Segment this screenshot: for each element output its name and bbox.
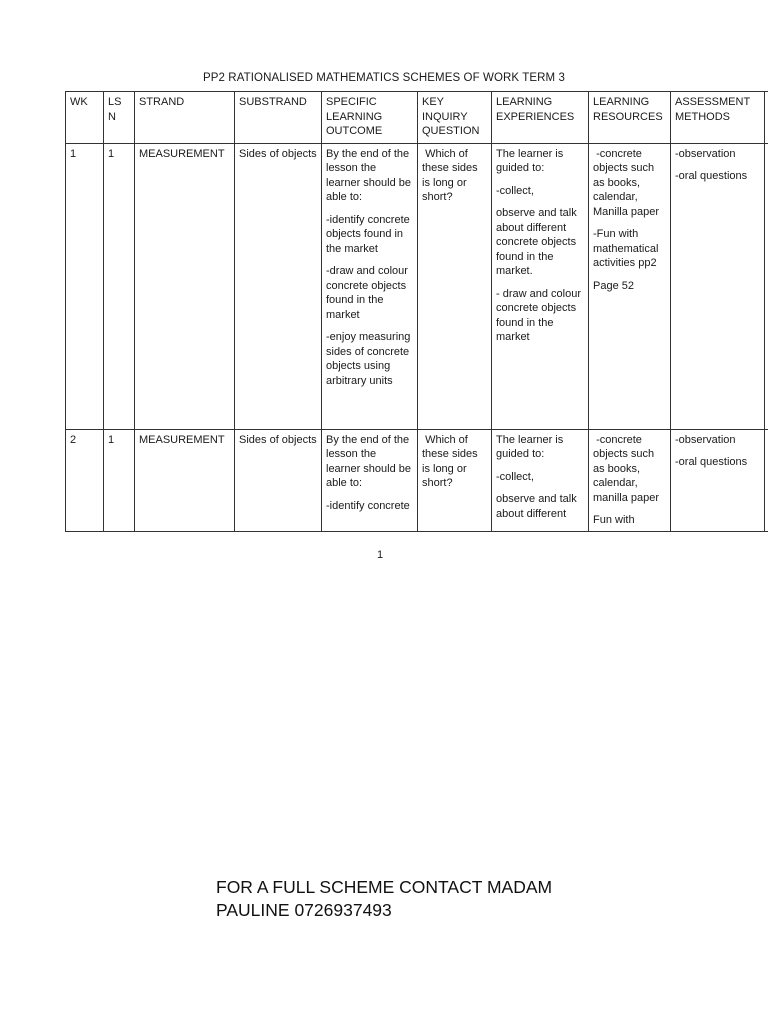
table-header-row [66,92,768,144]
outcome-line: -identify concrete objects found in the market [326,213,410,255]
outcome-line: By the end of the lesson the learner should be able to: [326,147,412,203]
experience-line: observe and talk about different [496,493,577,520]
cell-wk: 2 [66,429,104,531]
header-substrand: SUBSTRAND [235,92,322,144]
assessment-line: -observation [675,147,736,160]
cell-question [418,429,492,531]
header-extra [765,92,768,144]
outcome-line: By the end of the lesson the learner should be able to: [326,433,412,489]
cell-resources [589,143,671,429]
experience-line: - draw and colour concrete objects found in the market [496,287,581,343]
cell-substrand: Sides of objects [235,429,322,531]
outcome-line: -draw and colour concrete objects found in the market [326,265,408,321]
cell-lsn: 1 [104,429,135,531]
resource-line: Fun with [593,514,635,525]
cell-outcome [322,429,418,531]
assessment-line: -oral questions [675,170,748,182]
experience-line: -collect, [496,184,534,197]
header-strand: STRAND [135,92,235,144]
header-experiences: LEARNING EXPERIENCES [492,92,589,144]
experience-line: -collect, [496,470,534,483]
scheme-of-work-table [65,91,768,532]
experience-line: The learner is guided to: [496,147,564,174]
resource-line: -concrete objects such as books, calendar, manilla paper [593,433,660,504]
cell-extra [765,143,768,429]
cell-strand: MEASUREMENT [135,429,235,531]
cell-lsn: 1 [104,143,135,429]
header-outcome: SPECIFIC LEARNING OUTCOME [322,92,418,144]
cell-strand: MEASUREMENT [135,143,235,429]
contact-line: PAULINE 0726937493 [216,900,392,920]
cell-question [418,143,492,429]
cell-assessment [671,429,765,531]
cell-resources [589,429,671,531]
cell-assessment [671,143,765,429]
page-number: 1 [376,549,384,561]
header-assessment: ASSESSMENT METHODS [671,92,765,144]
cell-outcome [322,143,418,429]
cell-wk: 1 [66,143,104,429]
outcome-line: -enjoy measuring sides of concrete objects using arbitrary units [326,331,411,387]
outcome-line: -identify concrete [326,499,410,512]
contact-notice [216,876,552,922]
contact-line: FOR A FULL SCHEME CONTACT MADAM [216,877,553,897]
document-title: PP2 RATIONALISED MATHEMATICS SCHEMES OF WORK TERM 3 [202,72,566,84]
header-question: KEY INQUIRY QUESTION [418,92,492,144]
header-wk: WK [66,92,104,144]
cell-substrand: Sides of objects [235,143,322,429]
experience-line: observe and talk about different concrete objects found in the market. [496,207,577,277]
resource-line: -Fun with mathematical activities pp2 [593,228,665,269]
resource-line: Page 52 [593,279,634,292]
resource-line: -concrete objects such as books, calendar, Manilla paper [593,147,660,218]
assessment-line: -observation [675,433,736,446]
table-row [66,429,768,531]
assessment-line: -oral questions [675,456,748,468]
header-lsn: LS N [104,92,135,144]
table-row [66,143,768,429]
header-resources: LEARNING RESOURCES [589,92,671,144]
cell-experiences [492,429,589,531]
question-line: Which of these sides is long or short? [422,433,481,489]
experience-line: The learner is guided to: [496,433,564,460]
cell-experiences [492,143,589,429]
question-line: Which of these sides is long or short? [422,147,481,203]
cell-extra [765,429,768,531]
